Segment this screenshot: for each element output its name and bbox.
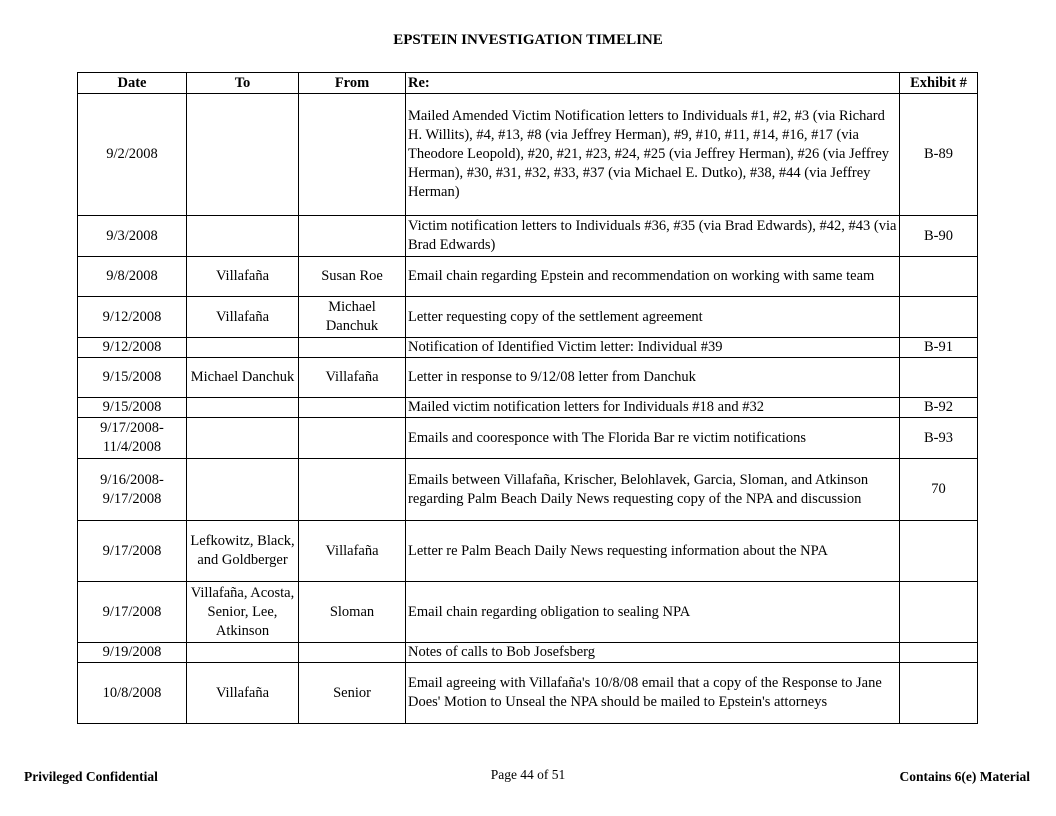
cell-to (187, 338, 299, 358)
table-row (78, 521, 978, 582)
cell-date: 9/17/2008 (78, 582, 187, 643)
cell-re: Notes of calls to Bob Josefsberg (406, 643, 900, 663)
header-exhibit: Exhibit # (900, 73, 978, 94)
cell-to: Villafaña (187, 297, 299, 338)
cell-from (299, 643, 406, 663)
cell-exhibit (900, 663, 978, 724)
table-row (78, 459, 978, 521)
cell-date: 9/17/2008-11/4/2008 (78, 418, 187, 459)
cell-from: Villafaña (299, 358, 406, 398)
cell-re: Emails and cooresponce with The Florida Bar re victim notifications (406, 418, 900, 459)
cell-date: 9/12/2008 (78, 297, 187, 338)
cell-to: Lefkowitz, Black, and Goldberger (187, 521, 299, 582)
cell-re: Email chain regarding obligation to sealing NPA (406, 582, 900, 643)
cell-to (187, 94, 299, 216)
cell-to: Villafaña (187, 257, 299, 297)
cell-date: 9/15/2008 (78, 358, 187, 398)
cell-re: Email chain regarding Epstein and recommendation on working with same team (406, 257, 900, 297)
cell-exhibit (900, 582, 978, 643)
cell-from: Susan Roe (299, 257, 406, 297)
cell-date: 9/3/2008 (78, 216, 187, 257)
cell-re: Mailed victim notification letters for Individuals #18 and #32 (406, 398, 900, 418)
cell-exhibit (900, 297, 978, 338)
header-re: Re: (406, 73, 900, 94)
cell-date: 9/16/2008-9/17/2008 (78, 459, 187, 521)
cell-exhibit (900, 643, 978, 663)
cell-exhibit: B-90 (900, 216, 978, 257)
table-row (78, 643, 978, 663)
cell-re: Notification of Identified Victim letter: Individual #39 (406, 338, 900, 358)
cell-re: Letter requesting copy of the settlement agreement (406, 297, 900, 338)
cell-re: Mailed Amended Victim Notification letters to Individuals #1, #2, #3 (via Richard H. Willits), #4, #13, #8 (via Jeffrey Herman), #9, #10, #11, #14, #16, #17 (via Theodore Leopold), #20, #21, #23, #24, #25 (via Jeffrey Herman), #26 (via Jeffrey Herman), #30, #31, #32, #33, #37 (via Michael E. Dutko), #38, #44 (via Jeffrey Herman) (406, 94, 900, 216)
cell-re: Email agreeing with Villafaña's 10/8/08 email that a copy of the Response to Jane Does' Motion to Unseal the NPA should be mailed to Epstein's attorneys (406, 663, 900, 724)
cell-to (187, 643, 299, 663)
cell-from (299, 338, 406, 358)
table-row (78, 338, 978, 358)
cell-to: Michael Danchuk (187, 358, 299, 398)
cell-exhibit (900, 521, 978, 582)
cell-from: Villafaña (299, 521, 406, 582)
cell-exhibit: B-92 (900, 398, 978, 418)
cell-date: 9/17/2008 (78, 521, 187, 582)
table-row (78, 418, 978, 459)
header-from: From (299, 73, 406, 94)
cell-to (187, 418, 299, 459)
cell-to (187, 216, 299, 257)
cell-from (299, 418, 406, 459)
cell-exhibit (900, 358, 978, 398)
cell-from: Sloman (299, 582, 406, 643)
cell-exhibit: B-91 (900, 338, 978, 358)
header-date: Date (78, 73, 187, 94)
table-row (78, 663, 978, 724)
table-row (78, 582, 978, 643)
cell-date: 9/8/2008 (78, 257, 187, 297)
cell-to: Villafaña (187, 663, 299, 724)
table-row (78, 257, 978, 297)
cell-exhibit (900, 257, 978, 297)
header-to: To (187, 73, 299, 94)
table-row (78, 216, 978, 257)
cell-re: Victim notification letters to Individuals #36, #35 (via Brad Edwards), #42, #43 (via Brad Edwards) (406, 216, 900, 257)
cell-from (299, 216, 406, 257)
cell-from: Senior (299, 663, 406, 724)
cell-exhibit: B-93 (900, 418, 978, 459)
table-row (78, 94, 978, 216)
document-title: EPSTEIN INVESTIGATION TIMELINE (393, 32, 663, 48)
table-header-row (78, 73, 978, 94)
cell-date: 10/8/2008 (78, 663, 187, 724)
footer-6e-label: Contains 6(e) Material (899, 769, 1030, 784)
cell-date: 9/2/2008 (78, 94, 187, 216)
timeline-table (77, 72, 978, 724)
cell-date: 9/12/2008 (78, 338, 187, 358)
cell-date: 9/15/2008 (78, 398, 187, 418)
cell-exhibit: 70 (900, 459, 978, 521)
cell-from (299, 398, 406, 418)
cell-from: Michael Danchuk (299, 297, 406, 338)
table-row (78, 398, 978, 418)
cell-date: 9/19/2008 (78, 643, 187, 663)
cell-exhibit: B-89 (900, 94, 978, 216)
cell-re: Letter re Palm Beach Daily News requesting information about the NPA (406, 521, 900, 582)
footer-privileged-label: Privileged Confidential (24, 769, 158, 784)
cell-to (187, 459, 299, 521)
table-row (78, 297, 978, 338)
footer-page-number: Page 44 of 51 (490, 767, 566, 782)
cell-from (299, 94, 406, 216)
cell-re: Emails between Villafaña, Krischer, Belohlavek, Garcia, Sloman, and Atkinson regarding Palm Beach Daily News requesting copy of the NPA and discussion (406, 459, 900, 521)
cell-to (187, 398, 299, 418)
cell-from (299, 459, 406, 521)
cell-re: Letter in response to 9/12/08 letter from Danchuk (406, 358, 900, 398)
cell-to: Villafaña, Acosta, Senior, Lee, Atkinson (187, 582, 299, 643)
table-row (78, 358, 978, 398)
